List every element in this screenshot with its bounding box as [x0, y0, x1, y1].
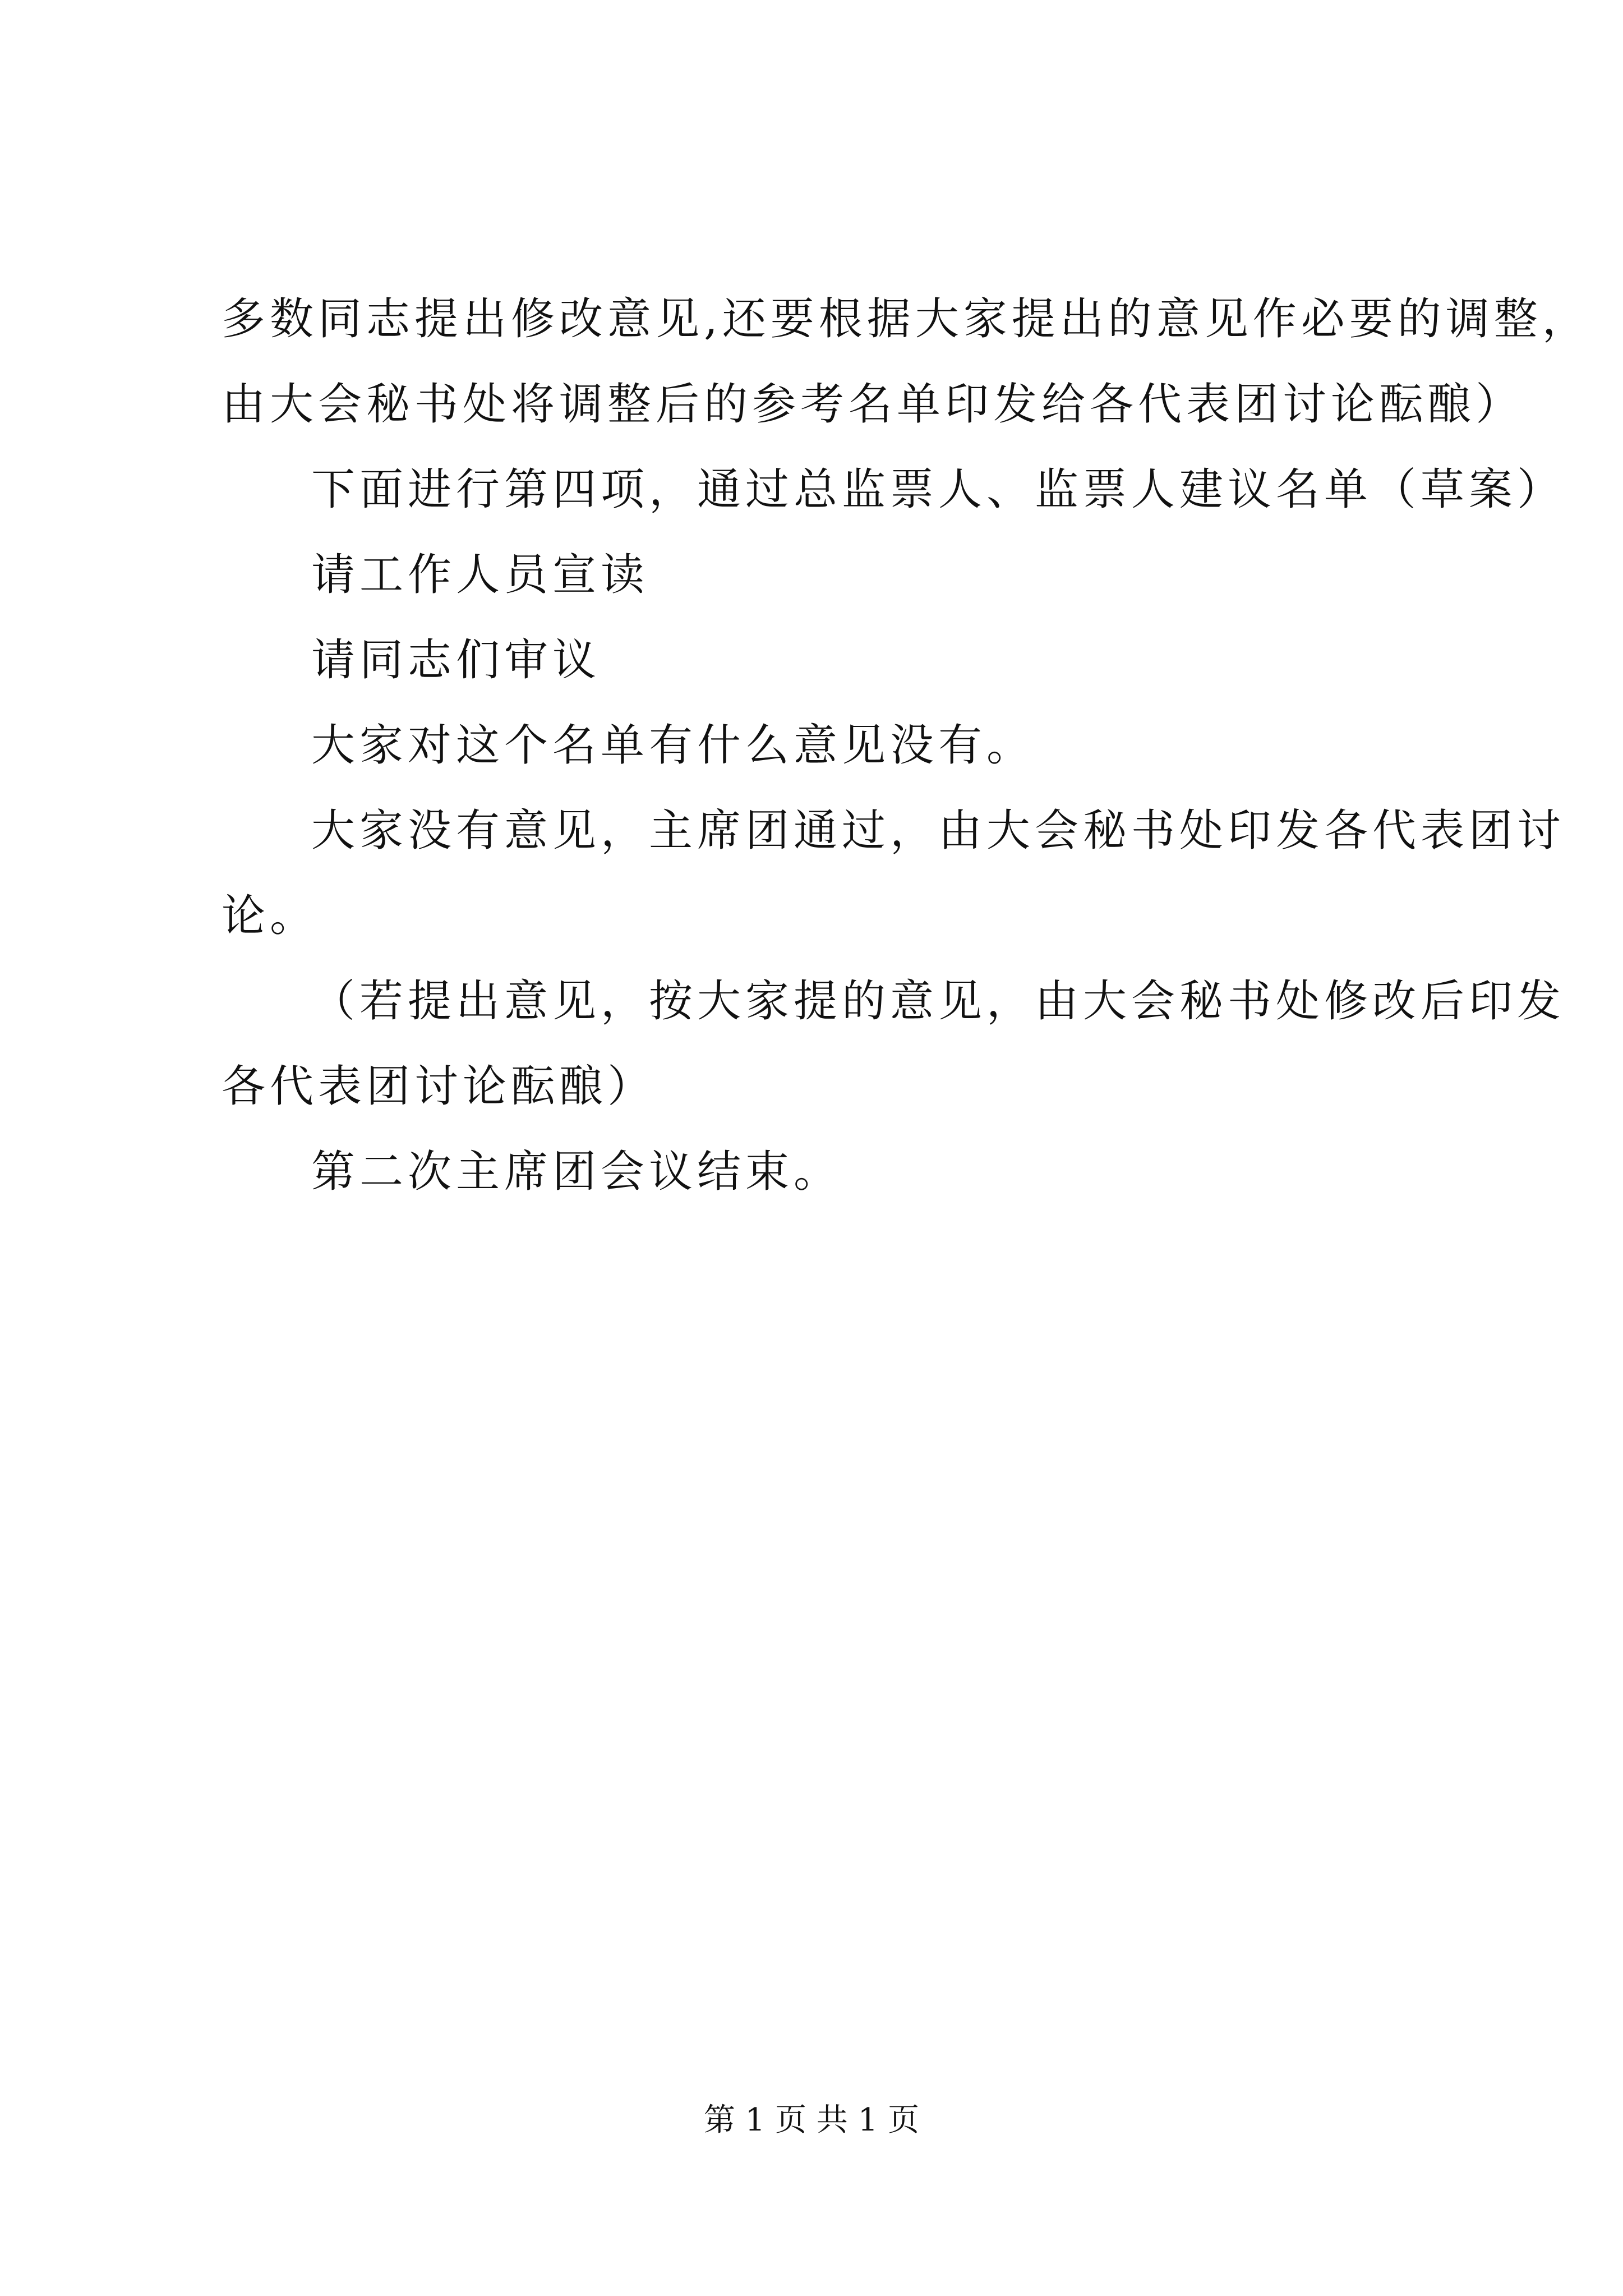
paragraph-line: 论。 [222, 891, 319, 941]
page-footer: 第 1 页 共 1 页 [703, 2102, 920, 2138]
paragraph-line: 请同志们审议 [311, 635, 601, 685]
paragraph-line: 各代表团讨论酝酿） [222, 1061, 656, 1112]
paragraph-line: 多数同志提出修改意见,还要根据大家提出的意见作必要的调整， [222, 294, 1590, 344]
paragraph-line: 下面进行第四项，通过总监票人、监票人建议名单（草案） [311, 464, 1566, 515]
document-body [222, 294, 1590, 1235]
paragraph-line: 由大会秘书处将调整后的参考名单印发给各代表团讨论酝酿） [222, 379, 1524, 430]
paragraph-line: 第二次主席团会议结束。 [311, 1147, 842, 1197]
paragraph-line: 请工作人员宣读 [311, 550, 649, 600]
paragraph-line: 大家对这个名单有什么意见没有。 [311, 720, 1035, 771]
paragraph-line: 大家没有意见，主席团通过，由大会秘书处印发各代表团讨 [311, 806, 1566, 856]
paragraph-line: （若提出意见，按大家提的意见，由大会秘书处修改后印发 [311, 976, 1566, 1027]
